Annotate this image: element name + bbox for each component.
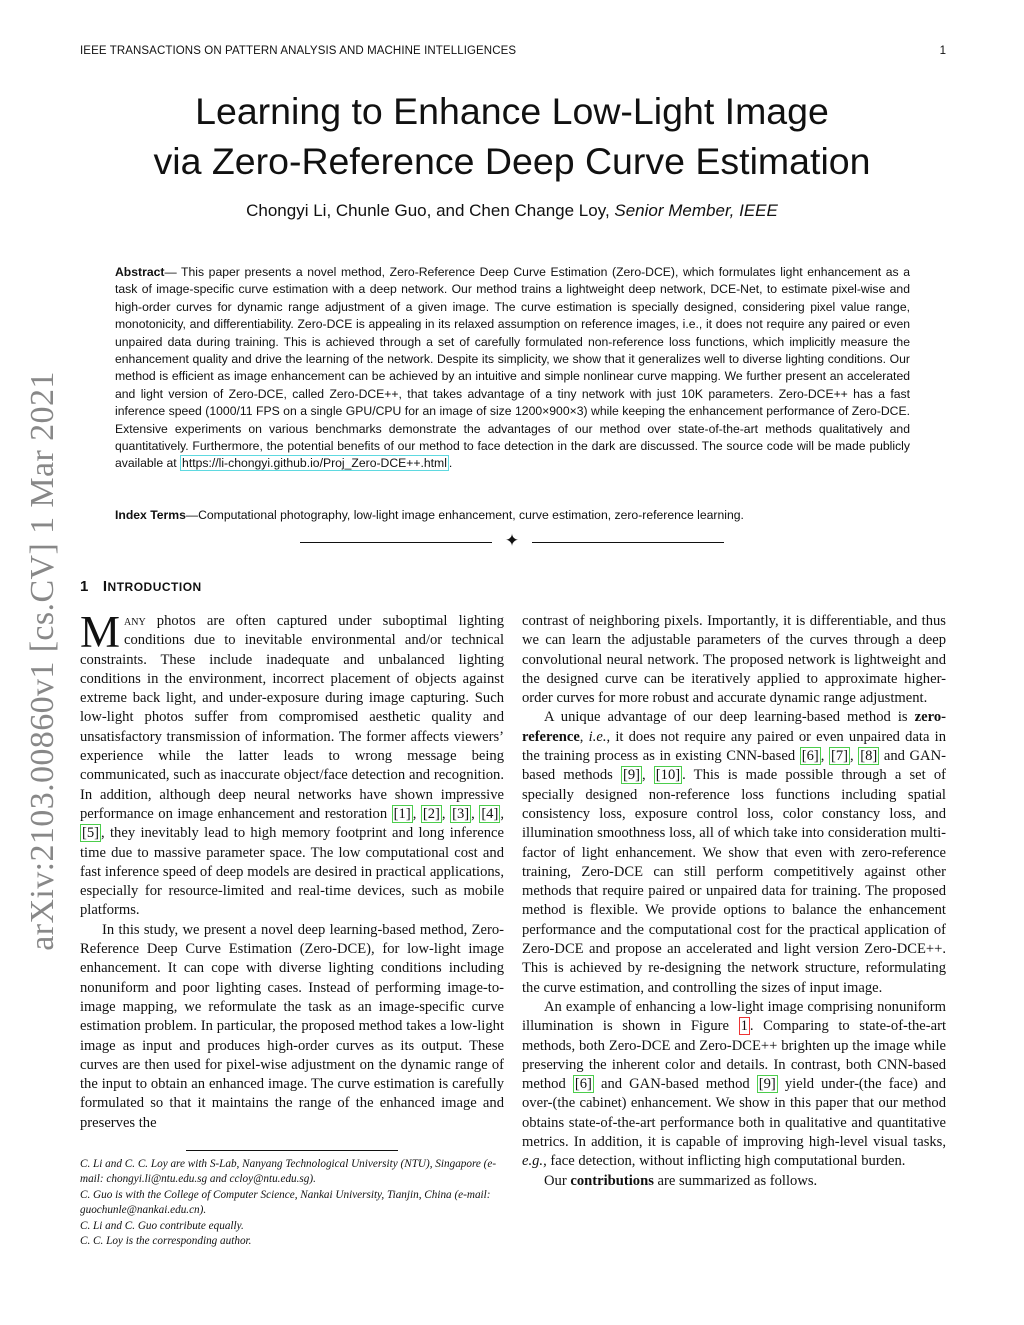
contributions-bold: contributions: [570, 1172, 654, 1189]
text-run: and GAN-based methods: [522, 748, 946, 784]
paragraph-4: [522, 708, 946, 997]
paragraph-6: [522, 1172, 946, 1191]
footnote-equal-contribution: C. Li and C. Guo contribute equally.: [80, 1219, 244, 1232]
arxiv-sidebar: [13, 364, 73, 959]
project-link[interactable]: https://li-chongyi.github.io/Proj_Zero-DCE++.html: [182, 456, 447, 471]
title-line-1: Learning to Enhance Low-Light Image: [195, 90, 829, 132]
paragraph-2: In this study, we present a novel deep learning-based method, Zero-Reference Deep Curve Estimation (Zero-DCE), for low-light image enhancement. It can cope with diverse lighting conditions including nonuniform and poor lighting cases. Instead of performing image-to-image mapping, we reformulate the task as an image-specific curve estimation problem. In particular, the proposed method takes a low-light image as input and produces high-order curves as its output. These curves are then used for pixel-wise adjustment on the dynamic range of the input to obtain an enhanced image. The curve estimation is carefully formulated so that it maintains the range of the enhanced image and preserves the: [80, 921, 504, 1131]
title-line-2: via Zero-Reference Deep Curve Estimation: [153, 140, 871, 182]
text-run: ,: [471, 805, 480, 822]
abstract-end: .: [448, 456, 453, 471]
text-run: and GAN-based method: [593, 1076, 757, 1093]
index-terms: [115, 508, 910, 522]
paragraph-3: contrast of neighboring pixels. Importantly, it is differentiable, and thus we can learn the adjustable parameters of the curves through a deep convolutional neural network. The proposed network is lightweight and the designed curve can be iteratively applied to approximate higher-order curves for more robust and accurate dynamic range adjustment.: [522, 613, 946, 707]
citation-6-repeat[interactable]: [6]: [574, 1076, 592, 1093]
text-run: . This is made possible through a set of specially designed non-reference loss functions including spatial consistency loss, exposure control loss, color constancy loss, and illumination smoothness loss, all of which take into consideration multi-factor of light enhancement. We show that even with zero-reference training, Zero-DCE can still perform competitively against other methods that require paired or unpaired data for training. The proposed method is flexible. We provide options to balance the enhancement performance and the computational cost for the practical application of Zero-DCE and propose an accelerated and light version Zero-DCE++. This is achieved by re-designing the network structure, reformulating the curve estimation, and controlling the sizes of input image.: [522, 767, 947, 996]
index-terms-text: —Computational photography, low-light image enhancement, curve estimation, zero-reference learning.: [185, 508, 744, 522]
footnote-affiliation-nankai: C. Guo is with the College of Computer Science, Nankai University, Tianjin, China (e-mail: guochunle@nankai.edu.cn).: [80, 1188, 491, 1217]
citation-10[interactable]: [10]: [655, 767, 681, 784]
text-run: e.g.: [522, 1153, 544, 1170]
text-run: ,: [441, 805, 451, 822]
text-run: , they inevitably lead to high memory footprint and long inference time due to massive parameter space. The low computational cost and fast inference speed of deep models are desired in practical applications, especially for resource-limited and real-time devices, such as mobile platforms.: [80, 825, 504, 919]
paragraph-1: [80, 607, 504, 921]
abstract-text: — This paper presents a novel method, Zero-Reference Deep Curve Estimation (Zero-DCE), which formulates light enhancement as a task of image-specific curve estimation with a deep network. Our method trains a lightweight deep network, DCE-Net, to estimate pixel-wise and high-order curves for dynamic range adjustment of a given image. The curve estimation is specially designed, considering pixel value range, monotonicity, and differentiability. Zero-DCE is appealing in its relaxed assumption on reference images, i.e., it does not require any paired or even unpaired data during training. This is achieved through a set of carefully formulated non-reference loss functions, which implicitly measure the enhancement quality and drive the learning of the network. Despite its simplicity, we show that it generalizes well to diverse lighting conditions. Our method is efficient as image enhancement can be achieved by an intuitive and simple nonlinear curve mapping. We further present an accelerated and light version of Zero-DCE, called Zero-DCE++, that takes advantage of a tiny network with just 10K parameters. Zero-DCE++ has a fast inference speed (1000/11 FPS on a single GPU/CPU for an image of size 1200×900×3) while keeping the enhancement performance of Zero-DCE. Extensive experiments on various benchmarks demonstrate the advantages of our method over state-of-the-art methods qualitatively and quantitatively. Furthermore, the potential benefits of our method to face detection in the dark are discussed. The source code will be made publicly available at: [115, 265, 910, 471]
divider-line-right: [532, 542, 724, 543]
left-column: [80, 607, 504, 1133]
citation-3[interactable]: [3]: [452, 805, 470, 822]
text-run: , it does not require any paired or even unpaired data in the training process as in existing CNN-based: [522, 728, 946, 765]
text-run: ,: [500, 805, 504, 822]
smallcaps-opening: any: [124, 613, 146, 629]
section-divider: [300, 531, 724, 552]
section-heading: [80, 578, 202, 595]
text-run: photos are often captured under suboptimal lighting conditions due to inevitable environmental and/or technical constraints. These include inadequate and unbalanced lighting conditions in the environment, incorrect placement of objects against extreme back light, and under-exposure during image capturing. Such low-light photos suffer from compromised aesthetic quality and unsatisfactory transmission of information. The former affects viewers’ experience while the latter leads to wrong message being communicated, such as inaccurate object/face detection and recognition. In addition, although deep neural networks have shown impressive performance on image enhancement and restoration: [80, 613, 504, 822]
drop-cap: M: [80, 607, 121, 657]
citation-9[interactable]: [9]: [622, 767, 640, 784]
footnote-corresponding-author: C. C. Loy is the corresponding author.: [80, 1235, 252, 1248]
text-run: . Comparing to state-of-the-art methods, both Zero-DCE and Zero-DCE++ brighten up the image while preserving the inherent color and details. In contrast, both CNN-based method: [522, 1018, 946, 1093]
section-number: 1: [80, 578, 89, 595]
right-column: [522, 612, 946, 1191]
author-role: Senior Member, IEEE: [614, 201, 778, 220]
author-list: [0, 201, 1024, 221]
citation-2[interactable]: [2]: [422, 805, 440, 822]
text-run: i.e.: [588, 728, 607, 745]
zero-reference-bold: zero-reference: [522, 709, 946, 745]
footnotes: [80, 1157, 504, 1249]
text-run: ,: [820, 748, 829, 765]
text-run: , face detection, without inflicting high computational burden.: [543, 1153, 906, 1170]
text-run: ,: [850, 748, 859, 765]
citation-1[interactable]: [1]: [393, 805, 411, 822]
paragraph-5: [522, 998, 946, 1172]
text-run: An example of enhancing a low-light image comprising nonuniform illumination is shown in Figure: [522, 998, 946, 1035]
text-run: A unique advantage of our deep learning-based method is: [544, 709, 915, 726]
page-number: 1: [939, 45, 946, 57]
citation-9-repeat[interactable]: [9]: [758, 1076, 776, 1093]
citation-6[interactable]: [6]: [801, 748, 819, 765]
citation-5[interactable]: [5]: [82, 825, 100, 842]
abstract: [115, 264, 910, 473]
index-terms-label: Index Terms: [115, 508, 186, 522]
footnote-rule: [186, 1150, 398, 1151]
divider-star-icon: ✦: [504, 531, 520, 550]
author-names: Chongyi Li, Chunle Guo, and Chen Change Loy,: [246, 201, 615, 220]
paper-title: [0, 86, 1024, 186]
text-run: ,: [642, 767, 654, 784]
text-run: yield under-(the face) and over-(the cabinet) enhancement. We show in this paper that our method obtains state-of-the-art performance both in qualitative and quantitative metrics. In addition, it is capable of improving high-level visual tasks,: [522, 1076, 946, 1151]
text-run: Our: [544, 1172, 571, 1189]
section-title-initial: I: [102, 578, 108, 595]
figure-1-reference[interactable]: 1: [740, 1018, 748, 1035]
divider-line-left: [300, 542, 492, 543]
citation-4[interactable]: [4]: [481, 805, 499, 822]
text-run: are summarized as follows.: [653, 1172, 818, 1189]
arxiv-identifier[interactable]: arXiv:2103.00860v1 [cs.CV] 1 Mar 2021: [24, 371, 61, 951]
text-run: ,: [579, 728, 589, 745]
citation-8[interactable]: [8]: [860, 748, 878, 765]
section-title-rest: NTRODUCTION: [107, 580, 202, 594]
citation-7[interactable]: [7]: [830, 748, 848, 765]
abstract-label: Abstract: [115, 265, 165, 279]
text-run: ,: [412, 805, 421, 822]
running-head: IEEE TRANSACTIONS ON PATTERN ANALYSIS AND MACHINE INTELLIGENCES: [80, 45, 517, 57]
footnote-affiliation-ntu: C. Li and C. C. Loy are with S-Lab, Nanyang Technological University (NTU), Singapore (e-mail: chongyi.li@ntu.edu.sg and ccloy@ntu.edu.sg).: [80, 1158, 497, 1186]
